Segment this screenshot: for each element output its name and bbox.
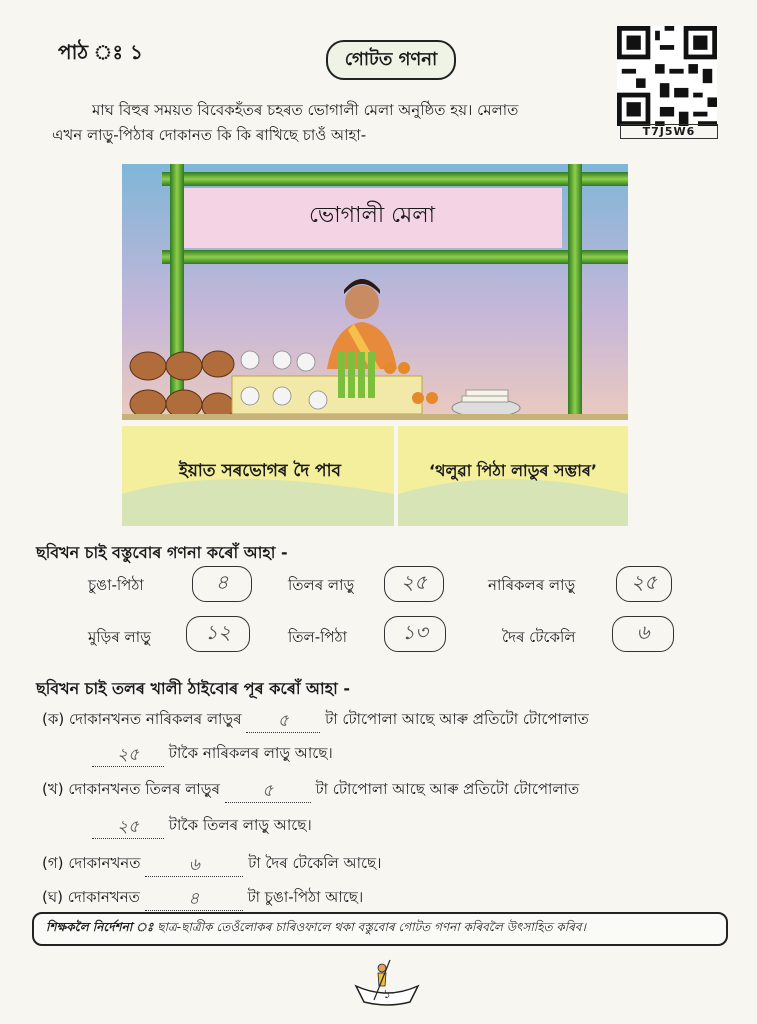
question-ga: (গ) দোকানখনত ৬ টা দৈৰ টেকেলি আছে।: [42, 854, 382, 875]
intro-line-1: মাঘ বিহুৰ সময়ত বিবেকহঁতৰ চহৰত ভোগালী মেলা অনুষ্ঠিত হয়। মেলাত: [92, 101, 519, 119]
count-label: নাৰিকলৰ লাড়ু: [488, 576, 576, 594]
question-ka: (ক) দোকানখনত নাৰিকলৰ লাড়ুৰ ৫ টা টোপোলা আছে আৰু প্ৰতিটো টোপোলাত: [42, 710, 589, 731]
count-answer-box[interactable]: ২৫: [616, 566, 672, 602]
counting-heading: ছবিখন চাই বস্তুবোৰ গণনা কৰোঁ আহা -: [36, 543, 288, 562]
answer-blank[interactable]: ৫: [246, 712, 320, 733]
intro-line-2: এখন লাড়ু-পিঠাৰ দোকানত কি কি ৰাখিছে চাওঁ আহা-: [52, 126, 367, 144]
teacher-note-label: শিক্ষকলৈ নিৰ্দেশনা ঃ: [46, 920, 154, 934]
fill-blanks-heading: ছবিখন চাই তলৰ খালী ঠাইবোৰ পূৰ কৰোঁ আহা -: [36, 679, 350, 698]
count-label: তিলৰ লাড়ু: [288, 576, 355, 594]
count-answer-box[interactable]: ৬: [612, 616, 674, 652]
count-answer-box[interactable]: ২৫: [384, 566, 444, 602]
answer-blank[interactable]: ৬: [145, 856, 243, 877]
question-ka-cont: ২৫ টাকৈ নাৰিকলৰ লাড়ু আছে।: [92, 742, 333, 767]
qr-code-icon: [616, 26, 718, 126]
page-number: ১: [383, 987, 391, 1001]
sign-left-text: ইয়াত সৰভোগৰ দৈ পাব: [179, 461, 341, 481]
count-label: মুড়িৰ লাড়ু: [88, 628, 151, 646]
count-answer-box[interactable]: ৪: [192, 566, 252, 602]
question-kha: (খ) দোকানখনত তিলৰ লাড়ুৰ ৫ টা টোপোলা আছে আৰু প্ৰতিটো টোপোলাত: [42, 780, 580, 801]
sign-right-text: ‘থলুৱা পিঠা লাডুৰ সম্ভাৰ’: [429, 461, 597, 480]
teacher-note: [32, 912, 728, 946]
count-answer-box[interactable]: ১২: [186, 616, 250, 652]
answer-blank[interactable]: ৫: [225, 782, 311, 803]
answer-blank[interactable]: ৪: [145, 890, 243, 911]
qr-code-text: T7J5W6: [620, 124, 718, 139]
question-gha: (ঘ) দোকানখনত ৪ টা চুঙা-পিঠা আছে।: [42, 888, 364, 909]
answer-blank[interactable]: ২৫: [92, 818, 164, 839]
question-kha-cont: ২৫ টাকৈ তিলৰ লাড়ু আছে।: [92, 814, 312, 839]
page-title: গোটত গণনা: [326, 40, 456, 80]
banner-text: ভোগালী মেলা: [308, 203, 436, 228]
teacher-note-text: ছাত্ৰ-ছাত্ৰীক তেওঁলোকৰ চাৰিওফালে থকা বস্তুবোৰ গোটত গণনা কৰিবলৈ উৎসাহিত কৰিব।: [157, 920, 586, 934]
count-label: চুঙা-পিঠা: [88, 576, 144, 594]
count-label: দৈৰ টেকেলি: [502, 628, 576, 646]
answer-blank[interactable]: ২৫: [92, 746, 164, 767]
lesson-label: পাঠ ঃ ১: [58, 40, 143, 64]
count-answer-box[interactable]: ১৩: [384, 616, 446, 652]
count-label: তিল-পিঠা: [288, 628, 347, 646]
intro-paragraph: [52, 98, 612, 148]
